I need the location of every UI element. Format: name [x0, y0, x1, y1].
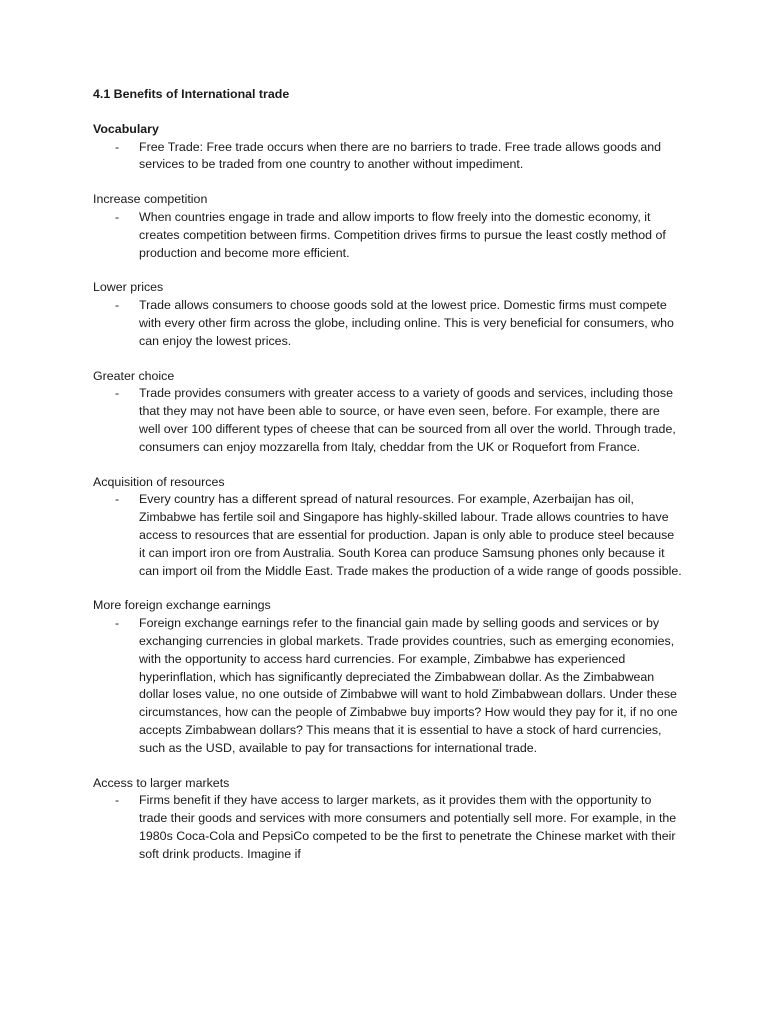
section-increase-competition [93, 191, 683, 262]
page-title: 4.1 Benefits of International trade [93, 87, 290, 101]
dash-bullet-icon: - [115, 793, 120, 808]
dash-bullet-icon: - [115, 492, 120, 507]
section-heading: Vocabulary [93, 121, 159, 136]
bullet-item [93, 297, 683, 350]
bullet-item [93, 139, 683, 175]
document-page [93, 86, 683, 880]
bullet-item [93, 209, 683, 262]
bullet-text: Trade allows consumers to choose goods sold at the lowest price. Domestic firms must compete with every other firm across the globe, including online. This is very beneficial for consumers, who can enjoy the lowest prices. [139, 298, 674, 348]
bullet-item [93, 385, 683, 456]
bullet-item [93, 491, 683, 580]
bullet-text: Trade provides consumers with greater access to a variety of goods and services, including those that they may not have been able to source, or have even seen, before. For example, there are well over 100 different types of cheese that can be sourced from all over the world. Through trade, consumers can enjoy mozzarella from Italy, cheddar from the UK or Roquefort from France. [139, 386, 676, 454]
section-heading: Acquisition of resources [93, 474, 225, 489]
section-heading: Access to larger markets [93, 775, 230, 790]
section-acquisition-of-resources [93, 474, 683, 581]
section-heading: Increase competition [93, 192, 208, 207]
section-lower-prices [93, 279, 683, 350]
section-heading: Greater choice [93, 368, 175, 383]
section-greater-choice [93, 368, 683, 457]
bullet-text: Free Trade: Free trade occurs when there are no barriers to trade. Free trade allows goods and services to be traded from one country to another without impediment. [139, 139, 662, 172]
section-foreign-exchange-earnings [93, 597, 683, 757]
dash-bullet-icon: - [115, 139, 120, 154]
bullet-text: When countries engage in trade and allow imports to flow freely into the domestic economy, it creates competition between firms. Competition drives firms to pursue the least costly method of production and become more efficient. [139, 209, 666, 260]
bullet-text: Every country has a different spread of natural resources. For example, Azerbaijan has oil, Zimbabwe has fertile soil and Singapore has highly-skilled labour. Trade allows countries to have access to resources that are essential for production. Japan is only able to produce steel because it can import iron ore from Australia. South Korea can produce Samsung phones only because it can import oil from the Middle East. Trade makes the production of a wide range of goods possible. [139, 492, 682, 578]
bullet-text: Firms benefit if they have access to larger markets, as it provides them with the opportunity to trade their goods and services with more consumers and potentially sell more. For example, in the 1980s Coca-Cola and PepsiCo competed to be the first to penetrate the Chinese market with their soft drink products. Imagine if [139, 793, 677, 861]
bullet-item [93, 615, 683, 757]
dash-bullet-icon: - [115, 386, 120, 401]
section-heading: More foreign exchange earnings [93, 598, 271, 613]
section-access-to-larger-markets [93, 775, 683, 864]
dash-bullet-icon: - [115, 298, 120, 313]
bullet-item [93, 792, 683, 863]
section-heading: Lower prices [93, 280, 164, 295]
dash-bullet-icon: - [115, 616, 120, 631]
bullet-text: Foreign exchange earnings refer to the financial gain made by selling goods and services or by exchanging currencies in global markets. Trade provides countries, such as emerging economies, with the opportunity to access hard currencies. For example, Zimbabwe has experienced hyperinflation, which has significantly depreciated the Zimbabwean dollar. As the Zimbabwean dollar loses value, no one outside of Zimbabwe will want to hold Zimbabwean dollars. Under these circumstances, how can the people of Zimbabwe buy imports? How would they pay for it, if no one accepts Zimbabwean dollars? This means that it is essential to have a stock of hard currencies, such as the USD, available to pay for transactions for international trade. [139, 616, 678, 755]
dash-bullet-icon: - [115, 209, 120, 224]
section-vocabulary [93, 121, 683, 174]
